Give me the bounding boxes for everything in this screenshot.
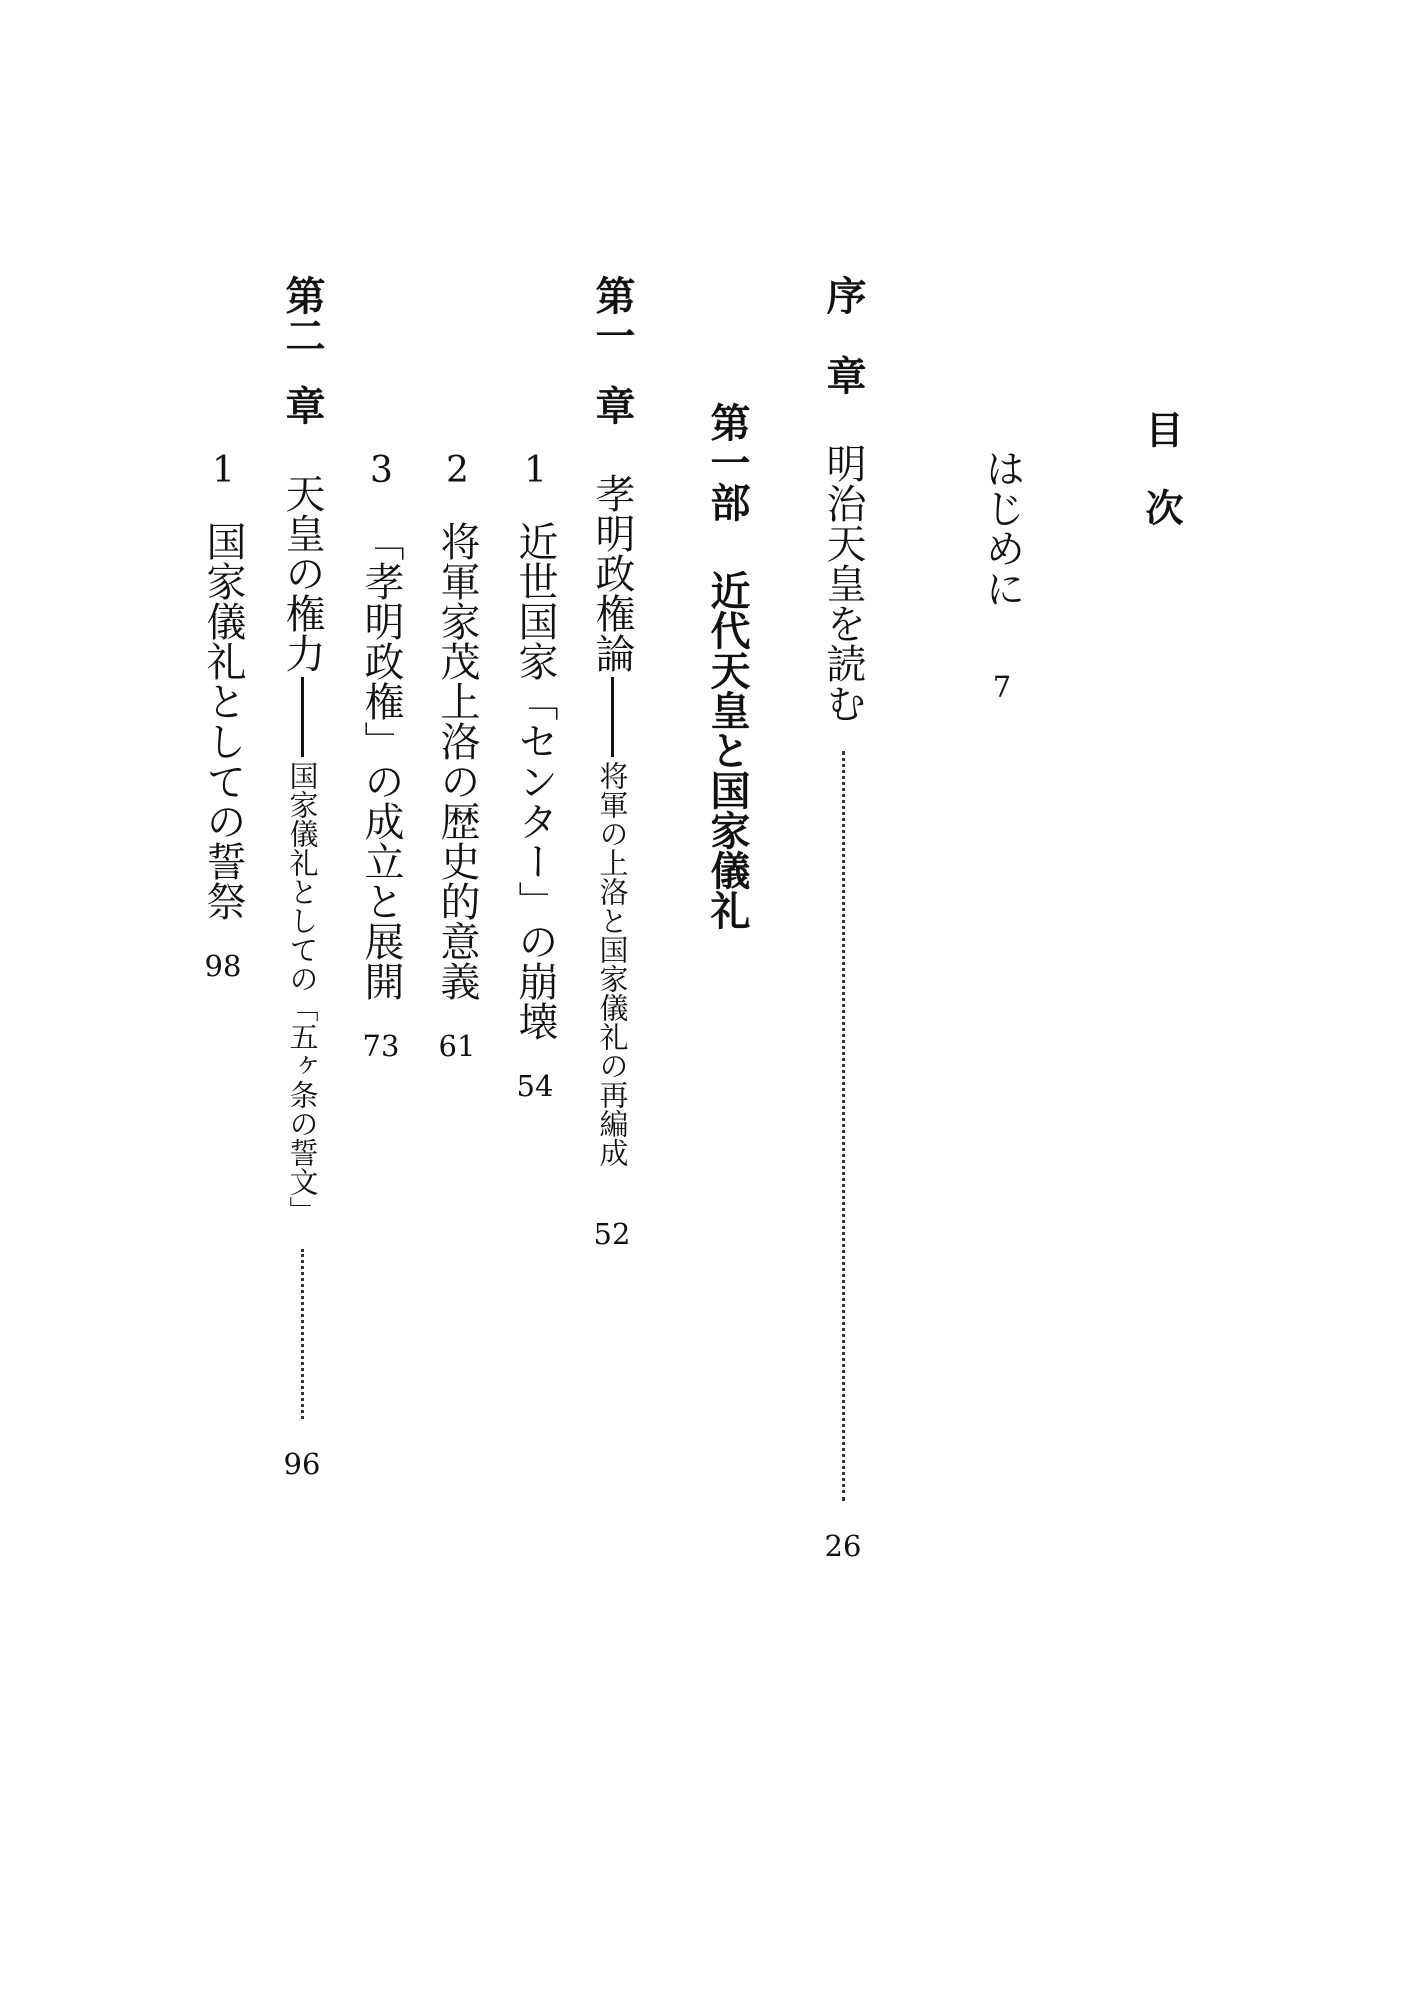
leader-dots: [301, 1249, 304, 1419]
toc-section-2-1[interactable]: [200, 450, 246, 983]
section-page: 73: [362, 1029, 400, 1063]
ch1-label-1: 第一: [589, 275, 635, 355]
intro-title: はじめに: [979, 448, 1025, 608]
toc-chapter-2[interactable]: [279, 275, 325, 1481]
section-number: 1: [203, 450, 244, 491]
em-dash: [611, 677, 614, 757]
ch1-title: 孝明政権論: [589, 473, 635, 673]
toc-heading-2: 次: [1139, 488, 1183, 526]
section-title: 近世国家「センター」の崩壊: [512, 521, 558, 1041]
toc-entry-intro[interactable]: [979, 448, 1025, 704]
toc-section-1-3[interactable]: [358, 450, 404, 1063]
section-number: 3: [361, 450, 402, 491]
toc-heading-1: 目: [1139, 410, 1183, 448]
part1-title: 近代天皇と国家儀礼: [704, 570, 750, 930]
leader-dots: [842, 751, 845, 1501]
ch2-label-2: 章: [279, 385, 325, 425]
toc-heading: [1139, 410, 1183, 526]
section-title: 将軍家茂上洛の歴史的意義: [434, 521, 480, 1001]
em-dash: [301, 677, 304, 757]
part1-label: 第一部: [704, 402, 750, 522]
toc-section-1-2[interactable]: [434, 450, 480, 1063]
ch1-label-2: 章: [589, 385, 635, 425]
prologue-label-2: 章: [820, 355, 866, 395]
section-page: 98: [204, 949, 242, 983]
prologue-page: 26: [824, 1529, 862, 1563]
ch1-subtitle: 将軍の上洛と国家儀礼の再編成: [595, 761, 630, 1167]
section-title: 国家儀礼としての誓祭: [200, 521, 246, 921]
section-number: 2: [437, 450, 478, 491]
prologue-title: 明治天皇を読む: [820, 443, 866, 723]
toc-chapter-1[interactable]: [589, 275, 635, 1251]
toc-entry-prologue[interactable]: [820, 275, 866, 1563]
section-number: 1: [515, 450, 556, 491]
intro-page: 7: [992, 670, 1012, 704]
section-title: 「孝明政権」の成立と展開: [358, 521, 404, 1001]
section-page: 54: [516, 1069, 554, 1103]
ch2-label-1: 第二: [279, 275, 325, 355]
ch2-subtitle: 国家儀礼としての「五ヶ条の誓文」: [285, 761, 320, 1225]
toc-part-1[interactable]: [704, 402, 750, 930]
prologue-label-1: 序: [820, 275, 866, 315]
ch2-title: 天皇の権力: [279, 473, 325, 673]
section-page: 61: [438, 1029, 476, 1063]
toc-section-1-1[interactable]: [512, 450, 558, 1103]
ch2-page: 96: [283, 1447, 321, 1481]
ch1-page: 52: [593, 1217, 631, 1251]
